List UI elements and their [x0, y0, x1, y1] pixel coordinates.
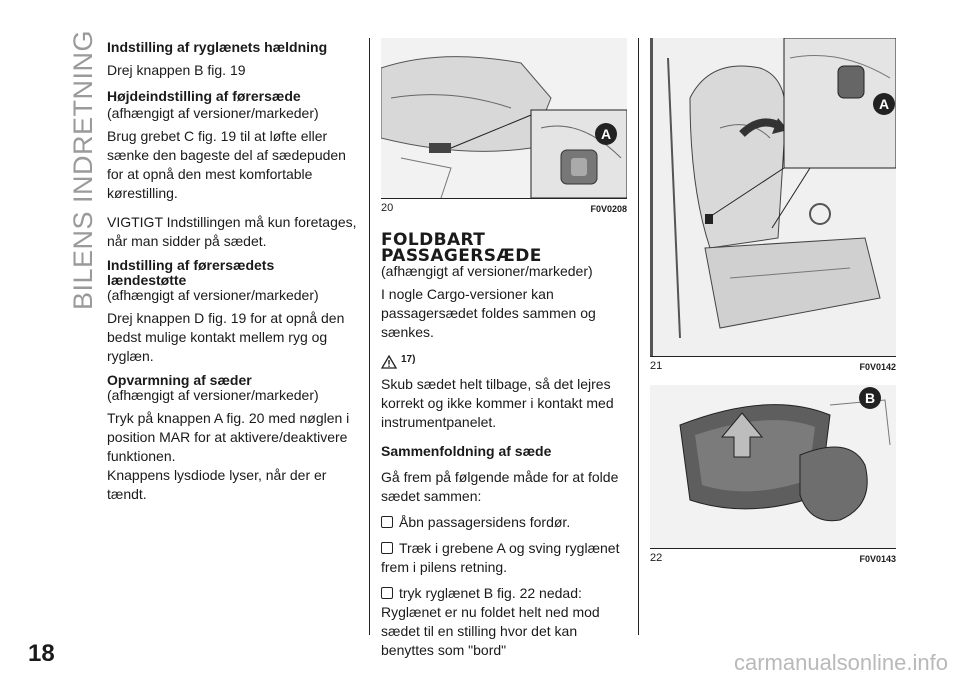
- figure-20: [381, 38, 627, 214]
- seat-backrest-lever-illustration: [650, 38, 896, 356]
- watermark: carmanualsonline.info: [733, 650, 948, 675]
- heading-folding-seat-line1: FOLDBART: [381, 230, 486, 250]
- bullet-step-1: [381, 513, 631, 532]
- bullet-step-1-text: Åbn passagersidens fordør.: [399, 514, 571, 530]
- heading-lumbar: [107, 258, 357, 303]
- heading-heating-title: Opvarmning af sæder: [107, 372, 252, 388]
- checkbox-bullet-icon: [381, 542, 393, 554]
- section-title-text: BILENS INDRETNING: [68, 29, 98, 310]
- figure-22-number: 22: [650, 552, 663, 564]
- heading-lumbar-sub: (afhængigt af versioner/markeder): [107, 287, 319, 303]
- callout-a-fig20: A: [600, 126, 612, 142]
- figure-22: [650, 385, 896, 564]
- text-folding-steps-intro: Gå frem på følgende måde for at folde sædet sammen:: [381, 469, 619, 504]
- seat-heater-button-illustration: [381, 38, 627, 198]
- heading-heating: [107, 373, 357, 403]
- text-heating-led: Knappens lysdiode lyser, når der er tændt.: [107, 467, 327, 502]
- heading-backrest-tilt: Indstilling af ryglænets hældning: [107, 39, 328, 55]
- heading-folding: Sammenfoldning af sæde: [381, 443, 552, 459]
- heading-height-adjust-sub: (afhængigt af versioner/markeder): [107, 105, 319, 121]
- page-number: 18: [28, 640, 55, 667]
- folded-seat-illustration: [650, 385, 896, 548]
- bullet-step-3-text: tryk ryglænet B fig. 22 nedad: Ryglænet er nu foldet helt ned mod sædet til en stilling hvor det kan benyttes som "bord": [381, 585, 600, 658]
- heading-folding-seat-sub: (afhængigt af versioner/markeder): [381, 263, 593, 279]
- figure-22-code: F0V0143: [859, 554, 896, 564]
- column-middle: [381, 232, 631, 667]
- callout-a-fig21: A: [878, 96, 890, 112]
- column-left: [107, 38, 357, 511]
- figure-21-number: 21: [650, 360, 663, 372]
- bullet-step-2-text: Træk i grebene A og sving ryglænet frem i pilens retning.: [381, 540, 620, 575]
- figure-20-code: F0V0208: [590, 204, 627, 214]
- figure-21-code: F0V0142: [859, 362, 896, 372]
- text-important: VIGTIGT Indstillingen må kun foretages, når man sidder på sædet.: [107, 214, 357, 249]
- checkbox-bullet-icon: [381, 516, 393, 528]
- bullet-step-2: [381, 539, 631, 577]
- figure-21: [650, 38, 896, 372]
- warning-ref: [381, 350, 631, 369]
- warning-triangle-icon: [381, 355, 397, 369]
- heading-heating-sub: (afhængigt af versioner/markeder): [107, 387, 319, 403]
- text-lumbar: Drej knappen D fig. 19 for at opnå den bedst mulige kontakt mellem ryg og ryglæn.: [107, 310, 345, 364]
- text-heating: Tryk på knappen A fig. 20 med nøglen i position MAR for at aktivere/deaktivere funktionen.: [107, 410, 350, 464]
- checkbox-bullet-icon: [381, 587, 393, 599]
- text-height-adjust: Brug grebet C fig. 19 til at løfte eller sænke den bageste del af sædepuden for at opnå den mest komfortable kørestilling.: [107, 128, 346, 201]
- heading-folding-seat: [381, 232, 631, 264]
- column-divider-1: [369, 38, 370, 635]
- text-push-seat-back: Skub sædet helt tilbage, så det lejres korrekt og ikke kommer i kontakt med instrumentpanelet.: [381, 376, 614, 430]
- heading-lumbar-title: Indstilling af førersædets lændestøtte: [107, 257, 275, 288]
- figure-20-number: 20: [381, 202, 394, 214]
- text-folding-intro: I nogle Cargo-versioner kan passagersædet foldes sammen og sænkes.: [381, 286, 596, 340]
- section-title: [14, 29, 98, 310]
- text-backrest-tilt: Drej knappen B fig. 19: [107, 62, 246, 78]
- bullet-step-3: [381, 584, 631, 660]
- warning-ref-number: 17): [401, 354, 416, 365]
- column-divider-2: [638, 38, 639, 635]
- heading-height-adjust-title: Højdeindstilling af førersæde: [107, 88, 301, 104]
- heading-folding-seat-line2: PASSAGERSÆDE: [381, 246, 542, 266]
- heading-height-adjust: [107, 87, 357, 121]
- callout-b-fig22: B: [864, 390, 876, 406]
